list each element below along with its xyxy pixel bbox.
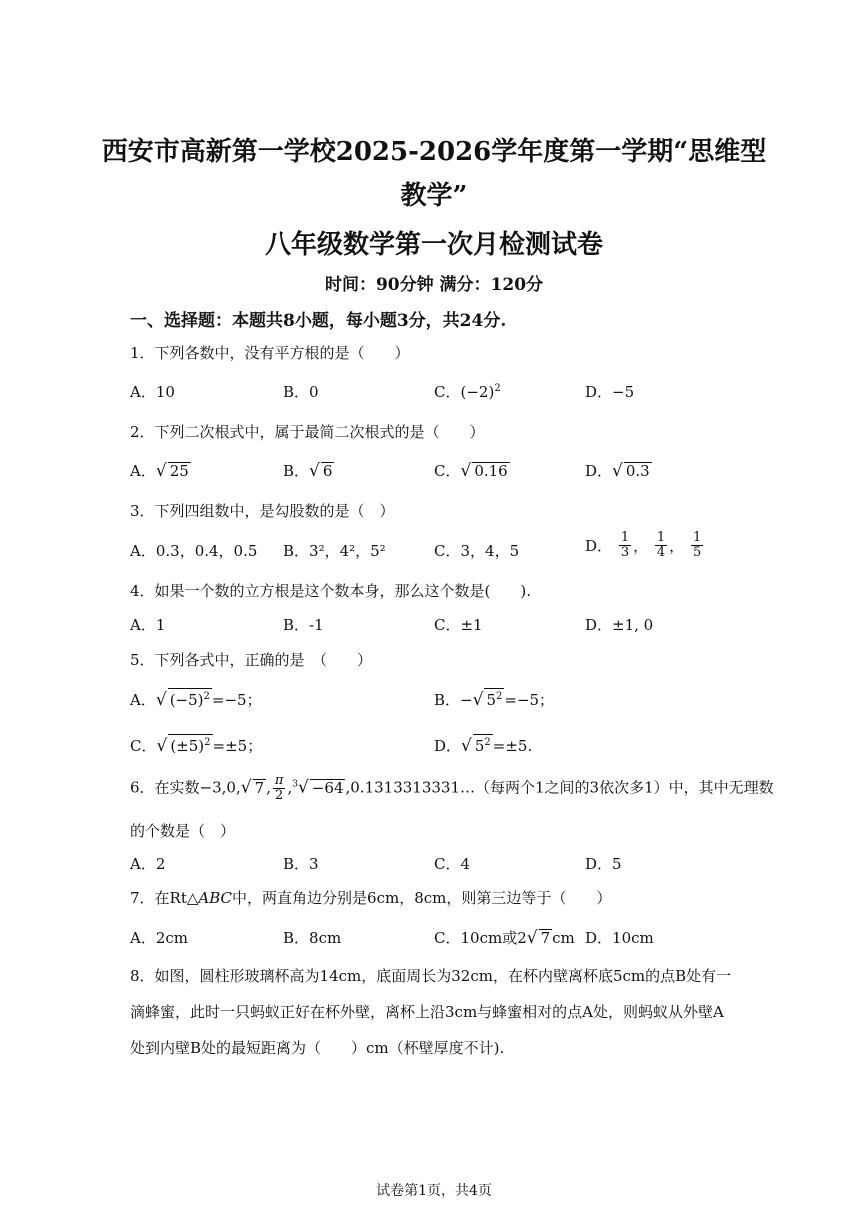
question-5-option-d: D．√ $5^2 =\pm 5$. bbox=[434, 736, 533, 756]
question-5-option-b: B．−√ $5^2 =-5$； bbox=[434, 690, 555, 710]
question-1-stem: 1．下列各数中，没有平方根的是（ ） bbox=[130, 344, 410, 362]
question-4-option-c: C．±1 bbox=[434, 616, 483, 634]
question-2-option-a: A．√ 25 bbox=[130, 461, 189, 481]
question-2-option-c: C．√ 0.16 bbox=[434, 461, 508, 481]
question-7-stem: 7．在Rt△ABC中，两直角边分别是6cm，8cm，则第三边等于（ ） bbox=[130, 889, 612, 907]
question-7-option-a: A．2cm bbox=[130, 929, 189, 947]
question-6-option-a: A．2 bbox=[130, 855, 166, 873]
question-2-stem: 2．下列二次根式中，属于最简二次根式的是（ ） bbox=[130, 423, 485, 441]
question-6-option-b: B．3 bbox=[283, 855, 319, 873]
question-4-option-d: D．±1, 0 bbox=[585, 616, 654, 634]
question-3-stem: 3．下列四组数中，是勾股数的是（ ） bbox=[130, 502, 395, 520]
page-title: 西安市高新第一学校2025-2026学年度第一学期“思维型教学” bbox=[101, 137, 767, 211]
section-heading: 一、选择题：本题共8小题，每小题3分，共24分. bbox=[130, 311, 507, 331]
question-3-option-b: B．3²，4²，5² bbox=[283, 542, 386, 560]
page-footer: 试卷第1页，共4页 bbox=[376, 1183, 492, 1199]
question-6-stem: 6．在实数−3,0,√ 7 , $\frac{\pi}{2}$ ,$^3$√ −64 ,0.1313313331…（每两个1之间的3依次多1）中，其中无理数 bbox=[130, 773, 774, 803]
question-3-option-d: D． $\frac{1}{3}$ ， $\frac{1}{4}$ ， $\frac{1}{5}$ bbox=[585, 530, 702, 560]
exam-meta: 时间：90分钟 满分：120分 bbox=[324, 275, 544, 295]
question-6-option-d: D．5 bbox=[585, 855, 622, 873]
question-3-option-c: C．3，4，5 bbox=[434, 542, 520, 560]
question-7-option-c: C．10cm或2√ 7 cm bbox=[434, 928, 575, 948]
question-7-option-d: D．10cm bbox=[585, 929, 654, 947]
question-5-option-c: C．√ $(\pm 5)^2 =\pm 5$； bbox=[130, 736, 263, 756]
question-3-option-a: A．0.3，0.4，0.5 bbox=[130, 542, 258, 560]
question-4-stem: 4．如果一个数的立方根是这个数本身，那么这个数是( ). bbox=[130, 582, 532, 600]
question-1-option-c: C．$(-2)^2$ bbox=[434, 383, 501, 401]
question-8-text: 8．如图，圆柱形玻璃杯高为14cm，底面周长为32cm，在杯内壁离杯底5cm的点B处有一滴蜂蜜，此时一只蚂蚁正好在杯外壁，离杯上沿3cm与蜂蜜相对的点A处，则蚂蚁从外壁A处到内壁B处的最短距离为（ ）cm（杯壁厚度不计). bbox=[130, 967, 732, 1057]
exam-name: 八年级数学第一次月检测试卷 bbox=[264, 230, 603, 260]
question-5-stem: 5．下列各式中，正确的是 （ ） bbox=[130, 651, 373, 669]
question-1-option-b: B．0 bbox=[283, 383, 319, 401]
question-2-option-b: B．√ 6 bbox=[283, 461, 333, 481]
question-4-option-a: A．1 bbox=[130, 616, 166, 634]
question-2-option-d: D．√ 0.3 bbox=[585, 461, 650, 481]
question-5-option-a: A．√ $(-5)^2 =-5$； bbox=[130, 690, 262, 710]
question-1-option-d: D．−5 bbox=[585, 383, 635, 401]
question-6-option-c: C．4 bbox=[434, 855, 471, 873]
question-7-option-b: B．8cm bbox=[283, 929, 342, 947]
question-6-stem-line-2: 的个数是（ ） bbox=[130, 822, 236, 840]
question-4-option-b: B．-1 bbox=[283, 616, 324, 634]
question-1-option-a: A．10 bbox=[130, 383, 175, 401]
